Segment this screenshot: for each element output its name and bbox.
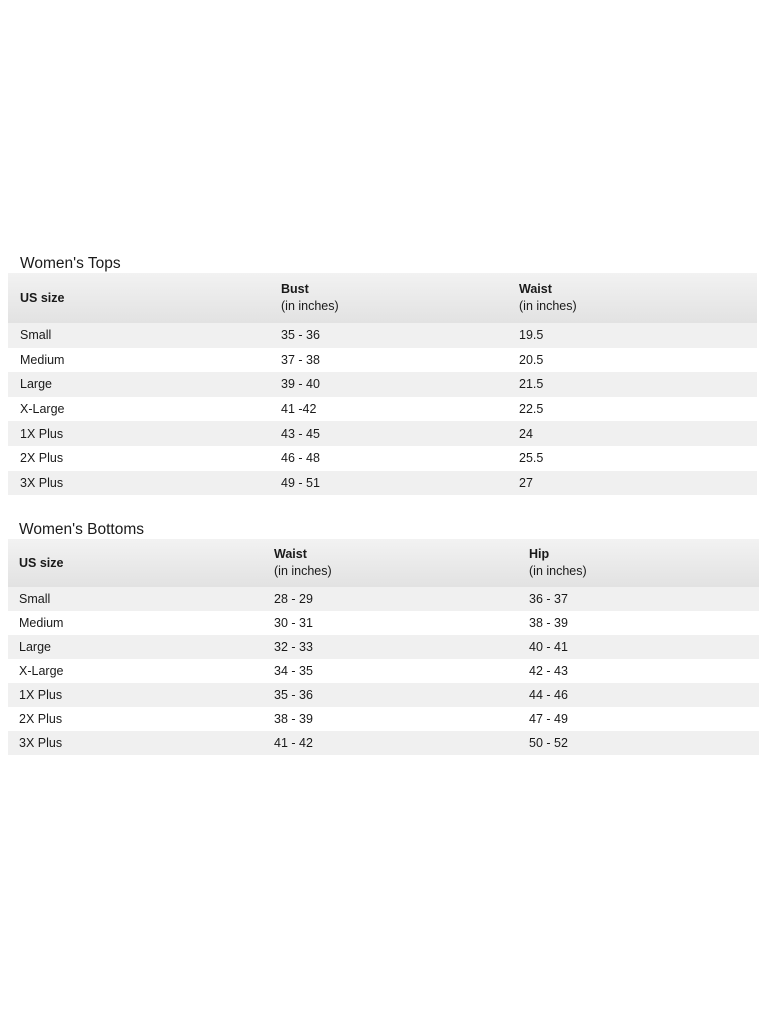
table-header-row [8, 273, 757, 323]
hip-cell: 36 - 37 [529, 592, 568, 606]
header-cell-us-size [8, 539, 274, 587]
size-cell: 3X Plus [19, 736, 63, 750]
waist-cell: 25.5 [519, 451, 544, 466]
header-label: Waist [274, 547, 307, 561]
bust-cell: 43 - 45 [281, 426, 320, 441]
header-cell-hip [529, 539, 759, 587]
hip-cell: 38 - 39 [529, 616, 568, 630]
waist-cell: 24 [519, 426, 533, 441]
size-cell: Small [20, 328, 52, 343]
bust-cell: 35 - 36 [281, 328, 320, 343]
size-cell: 2X Plus [19, 712, 63, 726]
size-cell: Small [19, 592, 51, 606]
hip-cell: 44 - 46 [529, 688, 568, 702]
table-row [8, 397, 757, 422]
size-cell: Large [19, 640, 51, 654]
table-row [8, 421, 757, 446]
hip-cell: 42 - 43 [529, 664, 568, 678]
header-label: Hip [529, 547, 550, 561]
header-unit: (in inches) [274, 564, 332, 578]
waist-cell: 28 - 29 [274, 592, 313, 606]
size-cell: Medium [19, 616, 64, 630]
waist-cell: 30 - 31 [274, 616, 313, 630]
tops-section-title: Women's Tops [20, 255, 121, 272]
size-cell: Medium [20, 352, 65, 367]
table-row [8, 659, 759, 683]
table-row [8, 683, 759, 707]
bust-cell: 41 -42 [281, 402, 317, 417]
tops-size-table [8, 273, 757, 495]
size-cell: X-Large [20, 402, 65, 417]
bust-cell: 37 - 38 [281, 352, 320, 367]
table-row [8, 348, 757, 373]
size-cell: Large [20, 377, 52, 392]
table-row [8, 446, 757, 471]
bottoms-size-table [8, 539, 759, 755]
hip-cell: 47 - 49 [529, 712, 568, 726]
waist-cell: 35 - 36 [274, 688, 313, 702]
waist-cell: 22.5 [519, 402, 544, 417]
header-label: US size [19, 555, 64, 570]
header-unit: (in inches) [529, 564, 587, 578]
header-cell-us-size [8, 273, 281, 323]
size-cell: 2X Plus [20, 451, 64, 466]
waist-cell: 41 - 42 [274, 736, 313, 750]
header-cell-waist [519, 273, 757, 323]
waist-cell: 34 - 35 [274, 664, 313, 678]
hip-cell: 40 - 41 [529, 640, 568, 654]
bust-cell: 39 - 40 [281, 377, 320, 392]
waist-cell: 38 - 39 [274, 712, 313, 726]
header-label: Bust [281, 282, 309, 296]
header-label: US size [20, 290, 65, 305]
table-row [8, 471, 757, 496]
table-header-row [8, 539, 759, 587]
waist-cell: 20.5 [519, 352, 544, 367]
bust-cell: 49 - 51 [281, 475, 320, 490]
table-row [8, 611, 759, 635]
table-row [8, 635, 759, 659]
bust-cell: 46 - 48 [281, 451, 320, 466]
waist-cell: 32 - 33 [274, 640, 313, 654]
header-label: Waist [519, 282, 552, 296]
size-cell: 1X Plus [20, 426, 64, 441]
table-row [8, 587, 759, 611]
bottoms-section-title: Women's Bottoms [19, 521, 144, 538]
table-row [8, 707, 759, 731]
waist-cell: 27 [519, 475, 533, 490]
header-cell-bust [281, 273, 519, 323]
table-row [8, 323, 757, 348]
hip-cell: 50 - 52 [529, 736, 568, 750]
table-row [8, 372, 757, 397]
size-cell: 1X Plus [19, 688, 63, 702]
header-unit: (in inches) [519, 299, 577, 313]
size-cell: X-Large [19, 664, 64, 678]
waist-cell: 21.5 [519, 377, 544, 392]
header-cell-waist [274, 539, 529, 587]
waist-cell: 19.5 [519, 328, 544, 343]
table-row [8, 731, 759, 755]
header-unit: (in inches) [281, 299, 339, 313]
size-cell: 3X Plus [20, 475, 64, 490]
